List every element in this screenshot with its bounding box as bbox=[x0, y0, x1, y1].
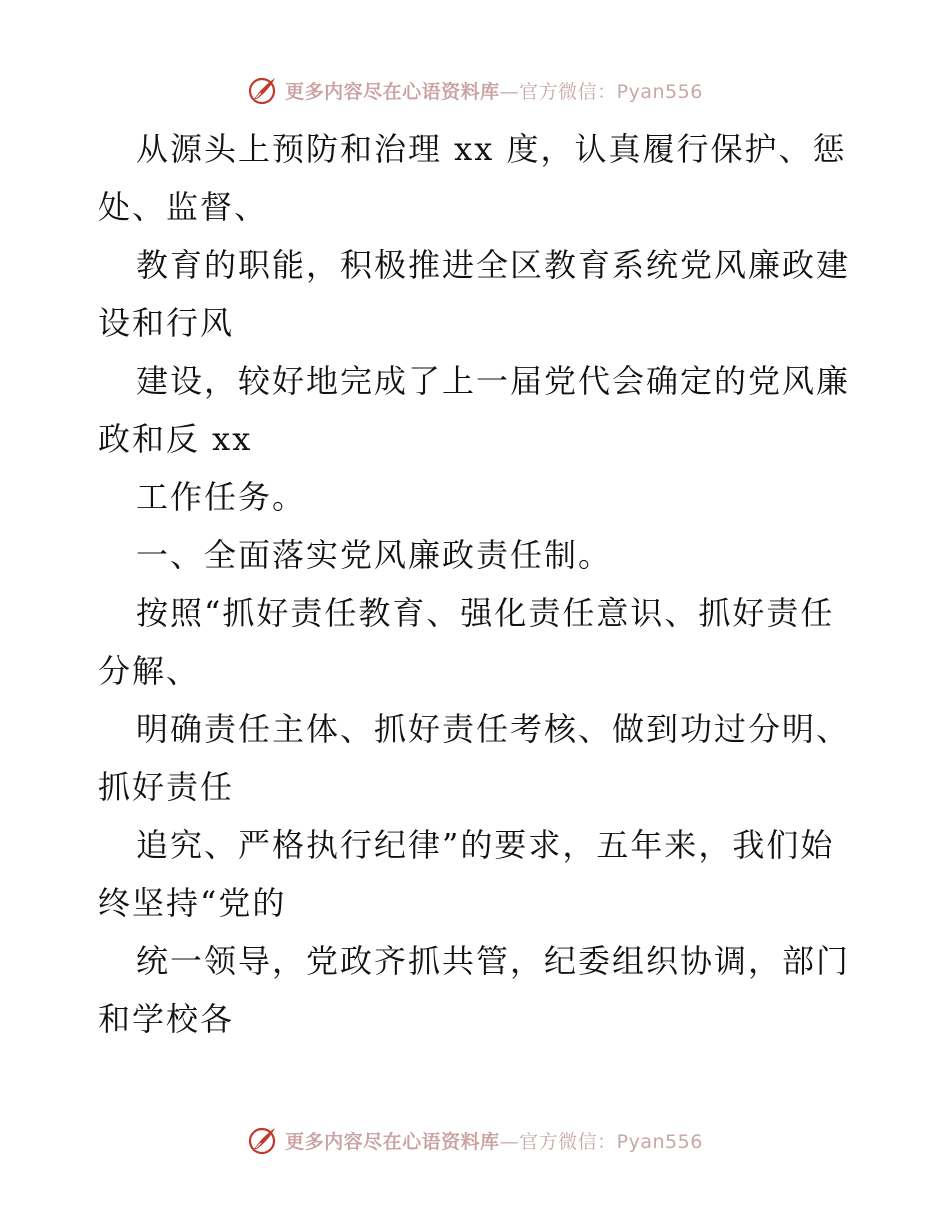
footer-contact: 官方微信：Pyan556 bbox=[519, 1130, 703, 1153]
header-brand: 更多内容尽在心语资料库 bbox=[285, 80, 500, 103]
body-text bbox=[98, 120, 858, 1048]
footer-separator: — bbox=[499, 1130, 520, 1153]
text-line: 设和行风 bbox=[98, 304, 235, 342]
text-line: 处、监督、 bbox=[98, 188, 269, 226]
quill-logo-icon bbox=[247, 1124, 279, 1156]
text-line: 按照“抓好责任教育、强化责任意识、抓好责任 bbox=[136, 594, 835, 632]
header-contact: 官方微信：Pyan556 bbox=[519, 80, 703, 103]
text-line: 一、全面落实党风廉政责任制。 bbox=[136, 536, 613, 574]
text-line: 抓好责任 bbox=[98, 768, 235, 806]
header-banner bbox=[0, 70, 950, 110]
text-line: 工作任务。 bbox=[136, 478, 307, 516]
header-separator: — bbox=[499, 80, 520, 103]
footer-brand: 更多内容尽在心语资料库 bbox=[285, 1130, 500, 1153]
text-line: 从源头上预防和治理 xx 度，认真履行保护、惩 bbox=[136, 130, 847, 168]
text-line: 明确责任主体、抓好责任考核、做到功过分明、 bbox=[136, 710, 851, 748]
header-text bbox=[285, 77, 703, 104]
text-line: 教育的职能，积极推进全区教育系统党风廉政建 bbox=[136, 246, 851, 284]
text-line: 统一领导，党政齐抓共管，纪委组织协调，部门 bbox=[136, 942, 851, 980]
text-line: 追究、严格执行纪律”的要求，五年来，我们始 bbox=[136, 826, 835, 864]
quill-logo-icon bbox=[247, 74, 279, 106]
text-line: 分解、 bbox=[98, 652, 201, 690]
text-line: 政和反 xx bbox=[98, 420, 253, 458]
text-line: 建设，较好地完成了上一届党代会确定的党风廉 bbox=[136, 362, 851, 400]
footer-banner bbox=[0, 1120, 950, 1160]
text-line: 终坚持“党的 bbox=[98, 884, 287, 922]
text-line: 和学校各 bbox=[98, 1000, 235, 1038]
footer-text bbox=[285, 1127, 703, 1154]
